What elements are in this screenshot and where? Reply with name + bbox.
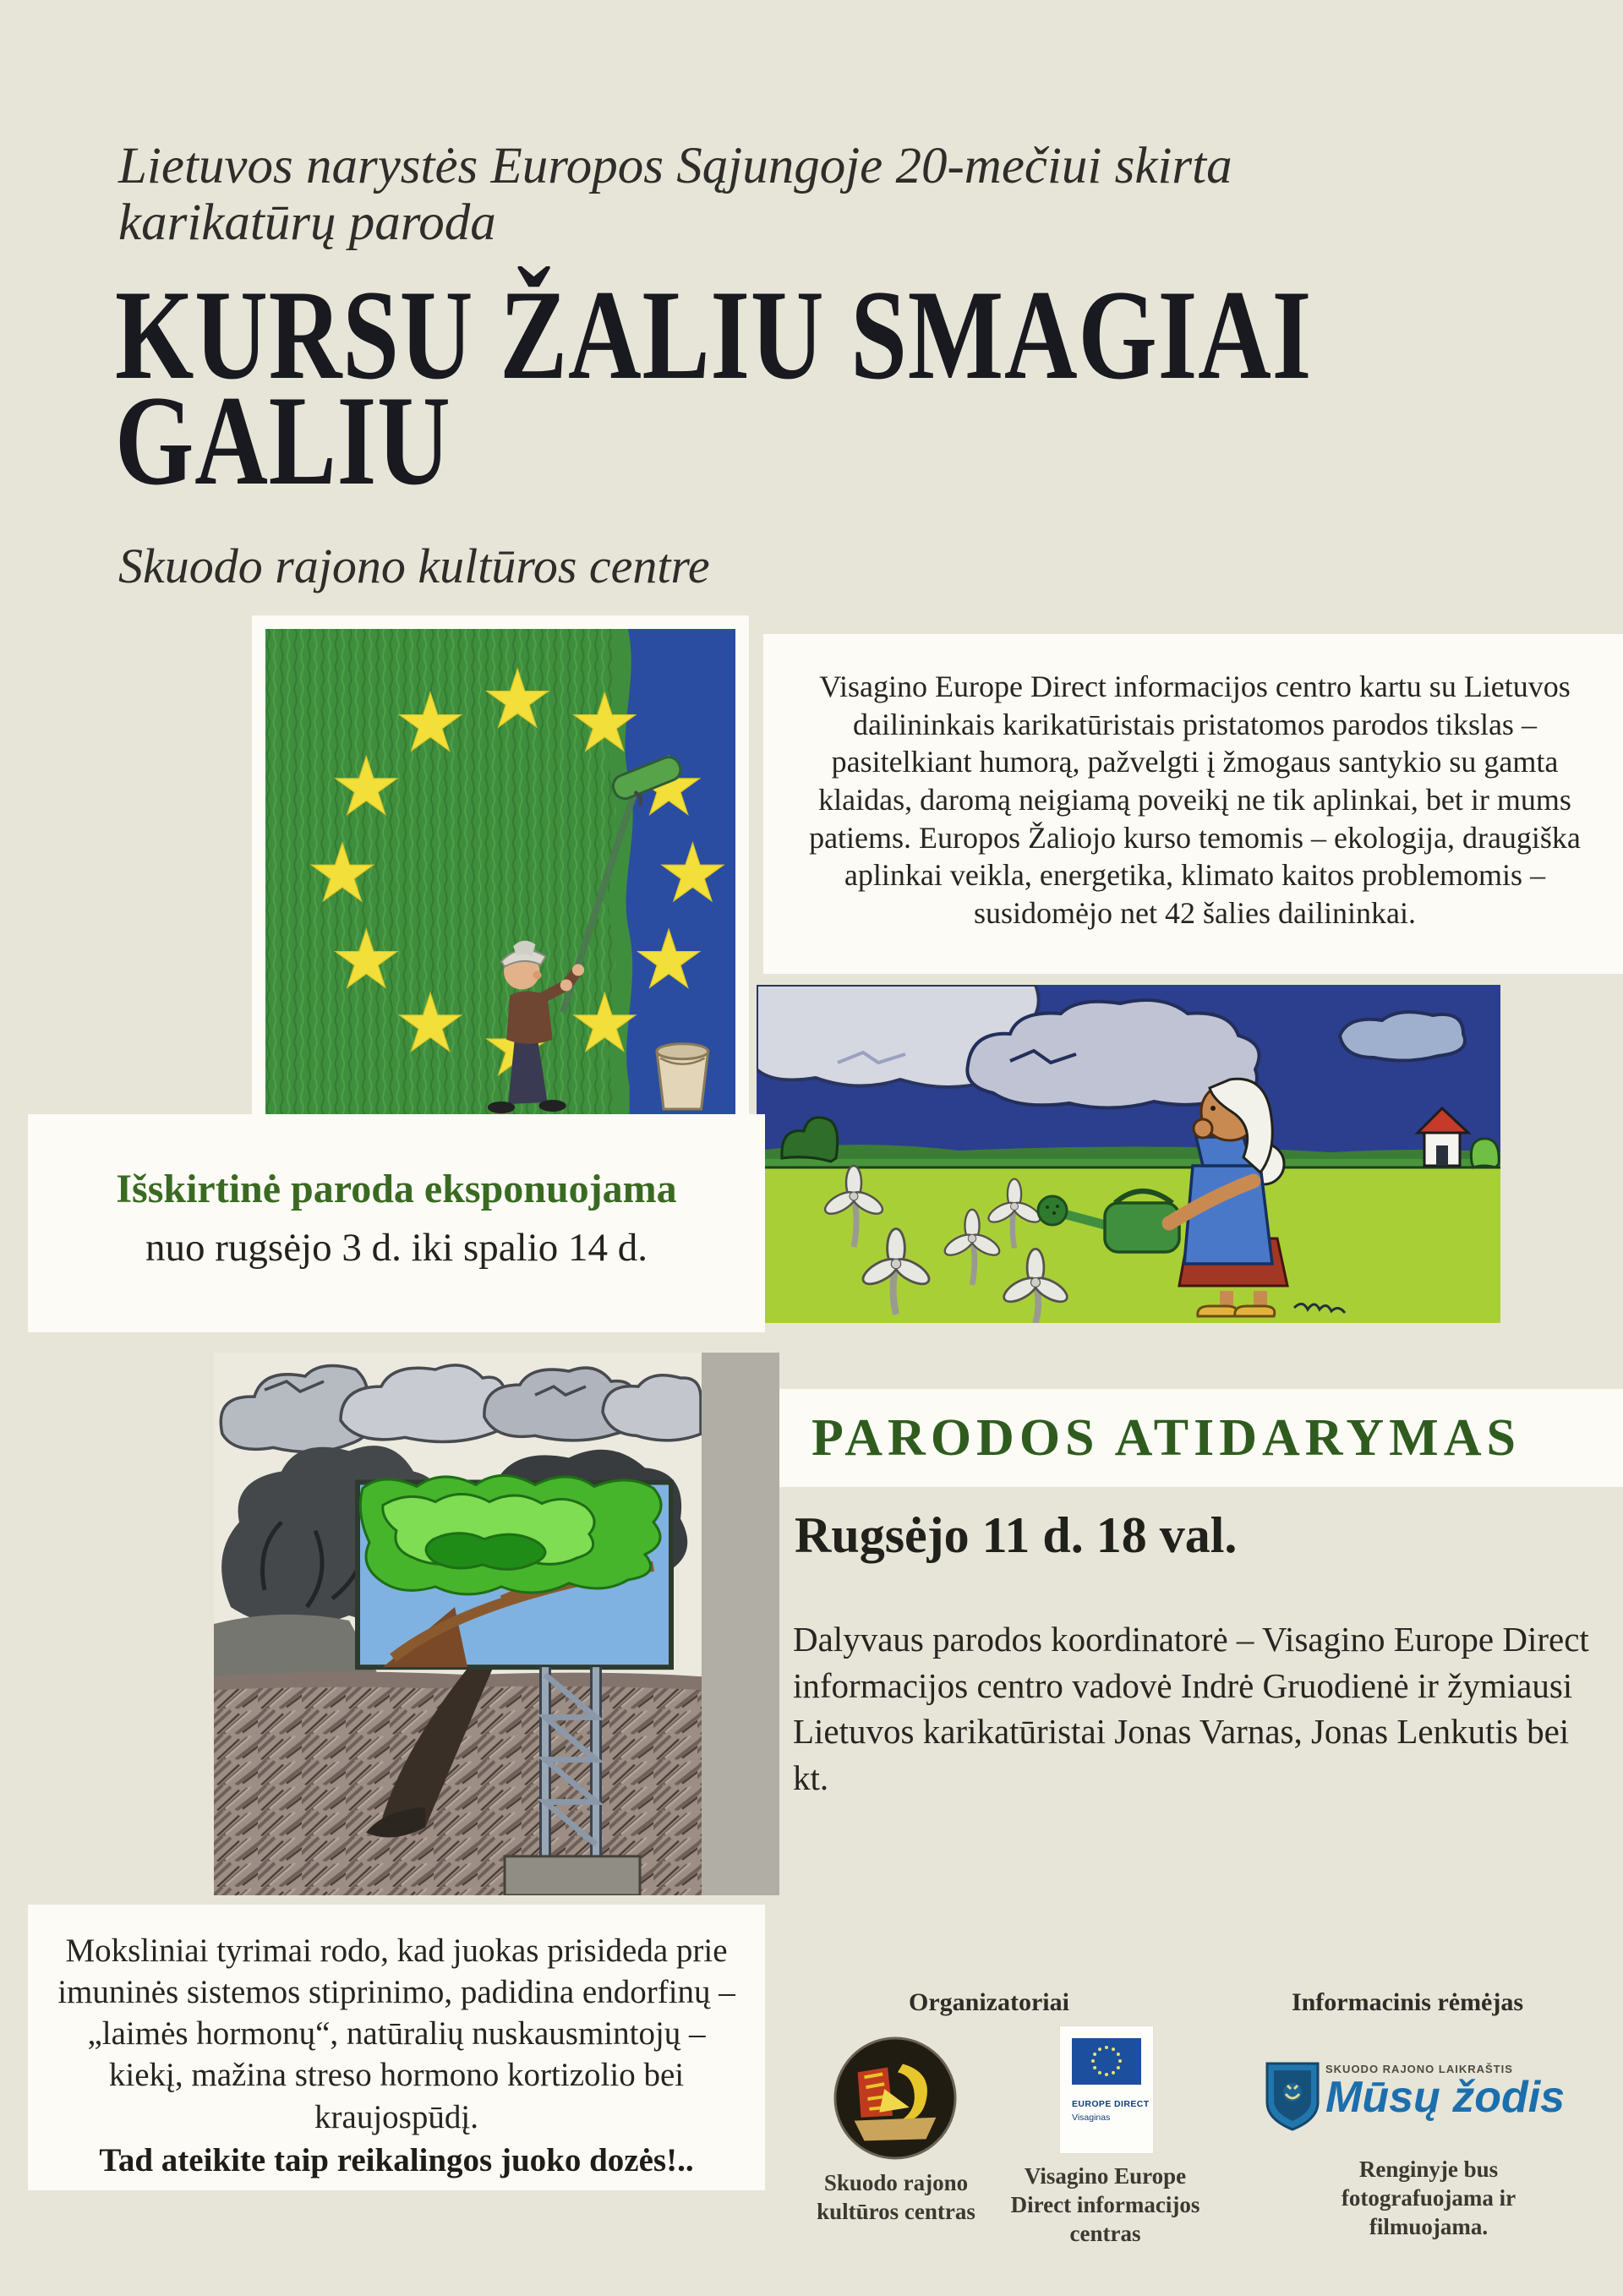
poster-eyebrow bbox=[118, 138, 1505, 251]
billboard-card-gray-strip bbox=[702, 1353, 779, 1895]
skuodo-culture-centre-logo bbox=[833, 2036, 958, 2161]
musu-zodis-name: Mūsų žodis bbox=[1325, 2073, 1566, 2122]
opening-band bbox=[779, 1389, 1623, 1487]
billboard-tree-illustration bbox=[214, 1353, 702, 1895]
opening-datetime: Rugsėjo 11 d. 18 val. bbox=[795, 1507, 1238, 1563]
poster-title bbox=[115, 264, 1517, 511]
dates-panel bbox=[28, 1114, 765, 1332]
science-text: Moksliniai tyrimai rodo, kad juokas prisideda prie imuninės sistemos stiprinimo, padidina endorfinų – „laimės hormonų“, natūralių nuskausmintojų – kiekį, mažina streso hormono kortizolio bei kraujospūdį. bbox=[57, 1932, 735, 2135]
dates-line: nuo rugsėjo 3 d. iki spalio 14 d. bbox=[145, 1225, 648, 1270]
musu-zodis-small-text: SKUODO RAJONO LAIKRAŠTIS bbox=[1325, 2063, 1513, 2075]
eu-flag-painting-illustration bbox=[265, 629, 735, 1114]
europe-direct-logo-line1: EUROPE DIRECT bbox=[1072, 2099, 1150, 2109]
opening-details: Dalyvaus parodos koordinatorė – Visagino Europe Direct informacijos centro vadovė Indrė Gruodienė ir žymiausi Lietuvos karikatūristai Jonas Varnas, Jonas Lenkutis bei kt. bbox=[793, 1620, 1589, 1797]
paint-bucket bbox=[657, 1044, 708, 1109]
opening-heading: PARODOS ATIDARYMAS bbox=[812, 1409, 1521, 1467]
billboard bbox=[358, 1475, 671, 1667]
eyebrow-line-1: Lietuvos narystės Europos Sąjungoje 20-mečiui skirta bbox=[118, 138, 1232, 194]
venue-line: Skuodo rajono kultūros centre bbox=[118, 538, 710, 593]
sponsor-note: Renginyje bus fotografuojama ir filmuojama. bbox=[1341, 2157, 1516, 2239]
sponsor-heading: Informacinis rėmėjas bbox=[1291, 1988, 1524, 2016]
dates-highlight: Išskirtinė paroda eksponuojama bbox=[116, 1167, 677, 1211]
europe-direct-logo-line2: Visaginas bbox=[1072, 2113, 1111, 2123]
eyebrow-line-2: karikatūrų paroda bbox=[118, 194, 496, 252]
science-panel bbox=[28, 1905, 765, 2190]
watering-turbines-illustration bbox=[757, 985, 1500, 1323]
intro-paragraph: Visagino Europe Direct informacijos centro kartu su Lietuvos dailininkais karikatūristais pristatomos parodos tikslas – pasitelkiant humorą, pažvelgti į žmogaus santykio su gamta klaidas, daromą neigiamą poveikį ne tik aplinkai, bet ir mums patiems. Europos Žaliojo kurso temomis – ekologija, draugiška aplinkai veikla, energetika, klimato kaitos problemomis – susidomėjo net 42 šalies dailininkai. bbox=[809, 670, 1581, 930]
organizer2-caption: Visagino Europe Direct informacijos centras bbox=[1010, 2163, 1200, 2246]
musu-zodis-logo bbox=[1325, 2063, 1604, 2122]
musu-zodis-shield-icon bbox=[1265, 2060, 1320, 2131]
eu-flag-icon bbox=[1072, 2038, 1141, 2085]
science-cta: Tad ateikite taip reikalingos juoko dozės!.. bbox=[99, 2141, 694, 2178]
title-line-2: GALIU bbox=[115, 369, 451, 511]
organizer1-caption: Skuodo rajono kultūros centras bbox=[817, 2170, 975, 2224]
title-line-1: KURSU ŽALIU SMAGIAI bbox=[115, 264, 1313, 406]
eu-flag-painting-card bbox=[252, 615, 749, 1128]
europe-direct-logo-card bbox=[1059, 2025, 1154, 2154]
organizers-heading: Organizatoriai bbox=[909, 1988, 1069, 2016]
intro-panel bbox=[763, 634, 1623, 974]
